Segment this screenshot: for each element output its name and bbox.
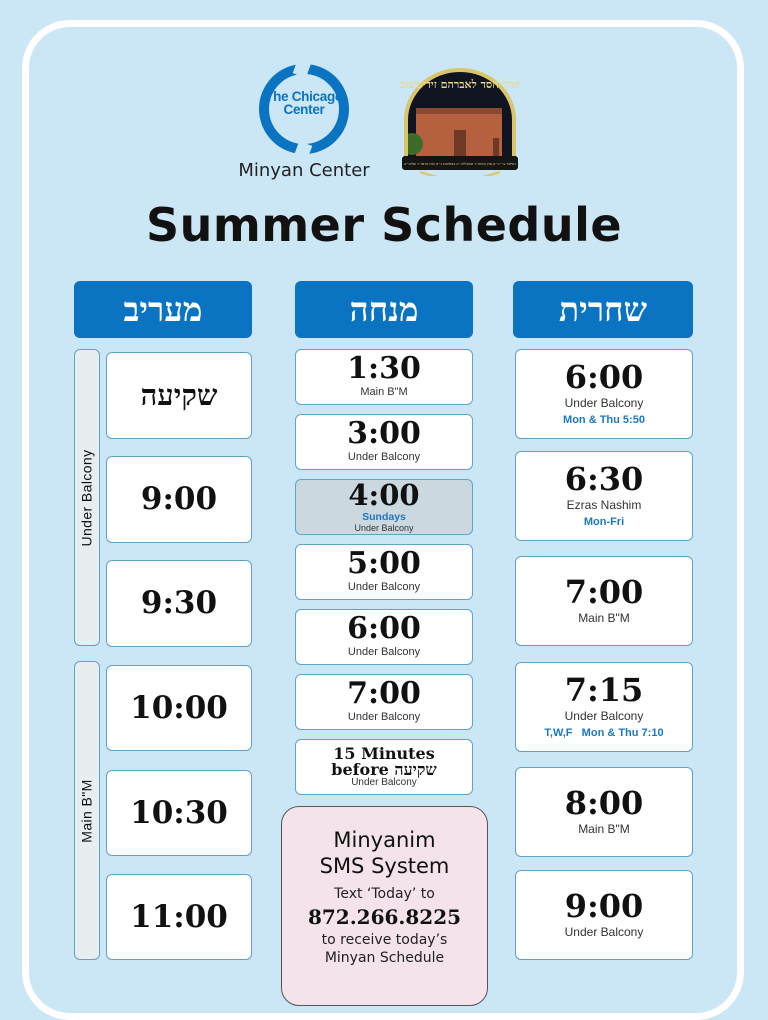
shacharis-location: Under Balcony: [564, 709, 644, 724]
shacharis-time: 9:00: [564, 887, 644, 926]
sms-title-1: Minyanim: [333, 828, 436, 852]
sms-system-box: [281, 806, 488, 1006]
header-shacharis: שחרית: [513, 281, 693, 338]
mincha-time: before שקיעה: [331, 760, 437, 779]
mincha-time: 7:00: [347, 676, 421, 712]
mincha-slot: [295, 739, 473, 795]
mincha-slot: [295, 674, 473, 730]
crest-roof: [416, 108, 502, 114]
mincha-slot: [295, 349, 473, 405]
mincha-slot: [295, 544, 473, 600]
maariv-time: 10:30: [130, 794, 228, 831]
maariv-time: 9:00: [140, 481, 218, 517]
logo-subtitle: Minyan Center: [238, 160, 370, 181]
mincha-location: Under Balcony: [347, 646, 421, 659]
shacharis-slot: [515, 870, 693, 960]
shacharis-slot: [515, 451, 693, 541]
shacharis-location: Main B"M: [578, 822, 630, 837]
mincha-location: Under Balcony: [351, 777, 417, 788]
mincha-time: 15 Minutes: [333, 744, 435, 763]
crest-post: [493, 138, 499, 156]
shacharis-extra: Mon & Thu 5:50: [563, 413, 645, 426]
mincha-slot: [295, 414, 473, 470]
shacharis-time: 8:00: [564, 784, 644, 823]
group-main-bm: [74, 661, 100, 960]
shacharis-slot: [515, 349, 693, 439]
mincha-location: Under Balcony: [347, 581, 421, 594]
shacharis-time: 6:30: [564, 460, 644, 499]
group-main-bm-label: Main B"M: [79, 778, 95, 843]
mincha-time: 5:00: [347, 546, 421, 582]
mincha-time: 3:00: [347, 416, 421, 452]
mincha-slot: [295, 609, 473, 665]
header-maariv: מעריב: [74, 281, 252, 338]
shacharis-location: Under Balcony: [564, 925, 644, 940]
mincha-location: Main B"M: [360, 386, 408, 399]
maariv-time: 11:00: [130, 898, 228, 935]
congregation-crest-logo: [398, 64, 522, 176]
mincha-location: Under Balcony: [347, 711, 421, 724]
maariv-slot: [106, 874, 252, 960]
group-under-balcony: [74, 349, 100, 646]
mincha-time: 1:30: [347, 351, 421, 387]
shacharis-location: Ezras Nashim: [566, 498, 642, 513]
crest-name: קהל חסד לאברהם זידיטשוב: [400, 78, 520, 91]
maariv-time: שקיעה: [140, 378, 218, 412]
shacharis-extra: Mon-Fri: [583, 515, 625, 528]
logo-text: The Chicago Center: [265, 89, 343, 117]
mincha-slot: [295, 479, 473, 535]
group-under-balcony-label: Under Balcony: [79, 448, 95, 547]
shacharis-location: Main B"M: [578, 611, 630, 626]
sms-instruction-2: to receive today’s: [321, 932, 448, 948]
shacharis-slot: [515, 662, 693, 752]
shacharis-time: 6:00: [564, 358, 644, 397]
sms-phone-number[interactable]: 872.266.8225: [307, 905, 462, 929]
shacharis-time: 7:15: [564, 671, 644, 710]
shacharis-slot: [515, 556, 693, 646]
sms-title-2: SMS System: [319, 854, 450, 878]
mincha-time: 6:00: [347, 611, 421, 647]
crest-tagline: נתייסד ע״י כ״ק מרן אדמו״ר זצוקללה״ה בנשיאות כ״ק מרן אדמו״ר שליט״א: [404, 162, 516, 166]
maariv-slot: [106, 456, 252, 543]
mincha-location: Under Balcony: [354, 522, 414, 533]
mincha-time: 4:00: [348, 478, 420, 513]
maariv-time: 10:00: [130, 689, 228, 726]
shacharis-extra: T,W,F Mon & Thu 7:10: [544, 726, 664, 739]
maariv-slot: [106, 665, 252, 751]
maariv-time: 9:30: [140, 585, 218, 621]
mincha-location: Under Balcony: [347, 451, 421, 464]
shacharis-location: Under Balcony: [564, 396, 644, 411]
maariv-slot: [106, 770, 252, 856]
sms-instruction: Text ‘Today’ to: [334, 886, 435, 902]
header-mincha: מנחה: [295, 281, 473, 338]
crest-flourish: [420, 172, 500, 176]
mincha-day: Sundays: [362, 511, 406, 524]
maariv-slot: [106, 560, 252, 647]
crest-door: [454, 130, 466, 156]
shacharis-slot: [515, 767, 693, 857]
page-title: Summer Schedule: [145, 198, 623, 252]
shacharis-time: 7:00: [564, 573, 644, 612]
maariv-slot: [106, 352, 252, 439]
sms-instruction-3: Minyan Schedule: [324, 950, 445, 966]
